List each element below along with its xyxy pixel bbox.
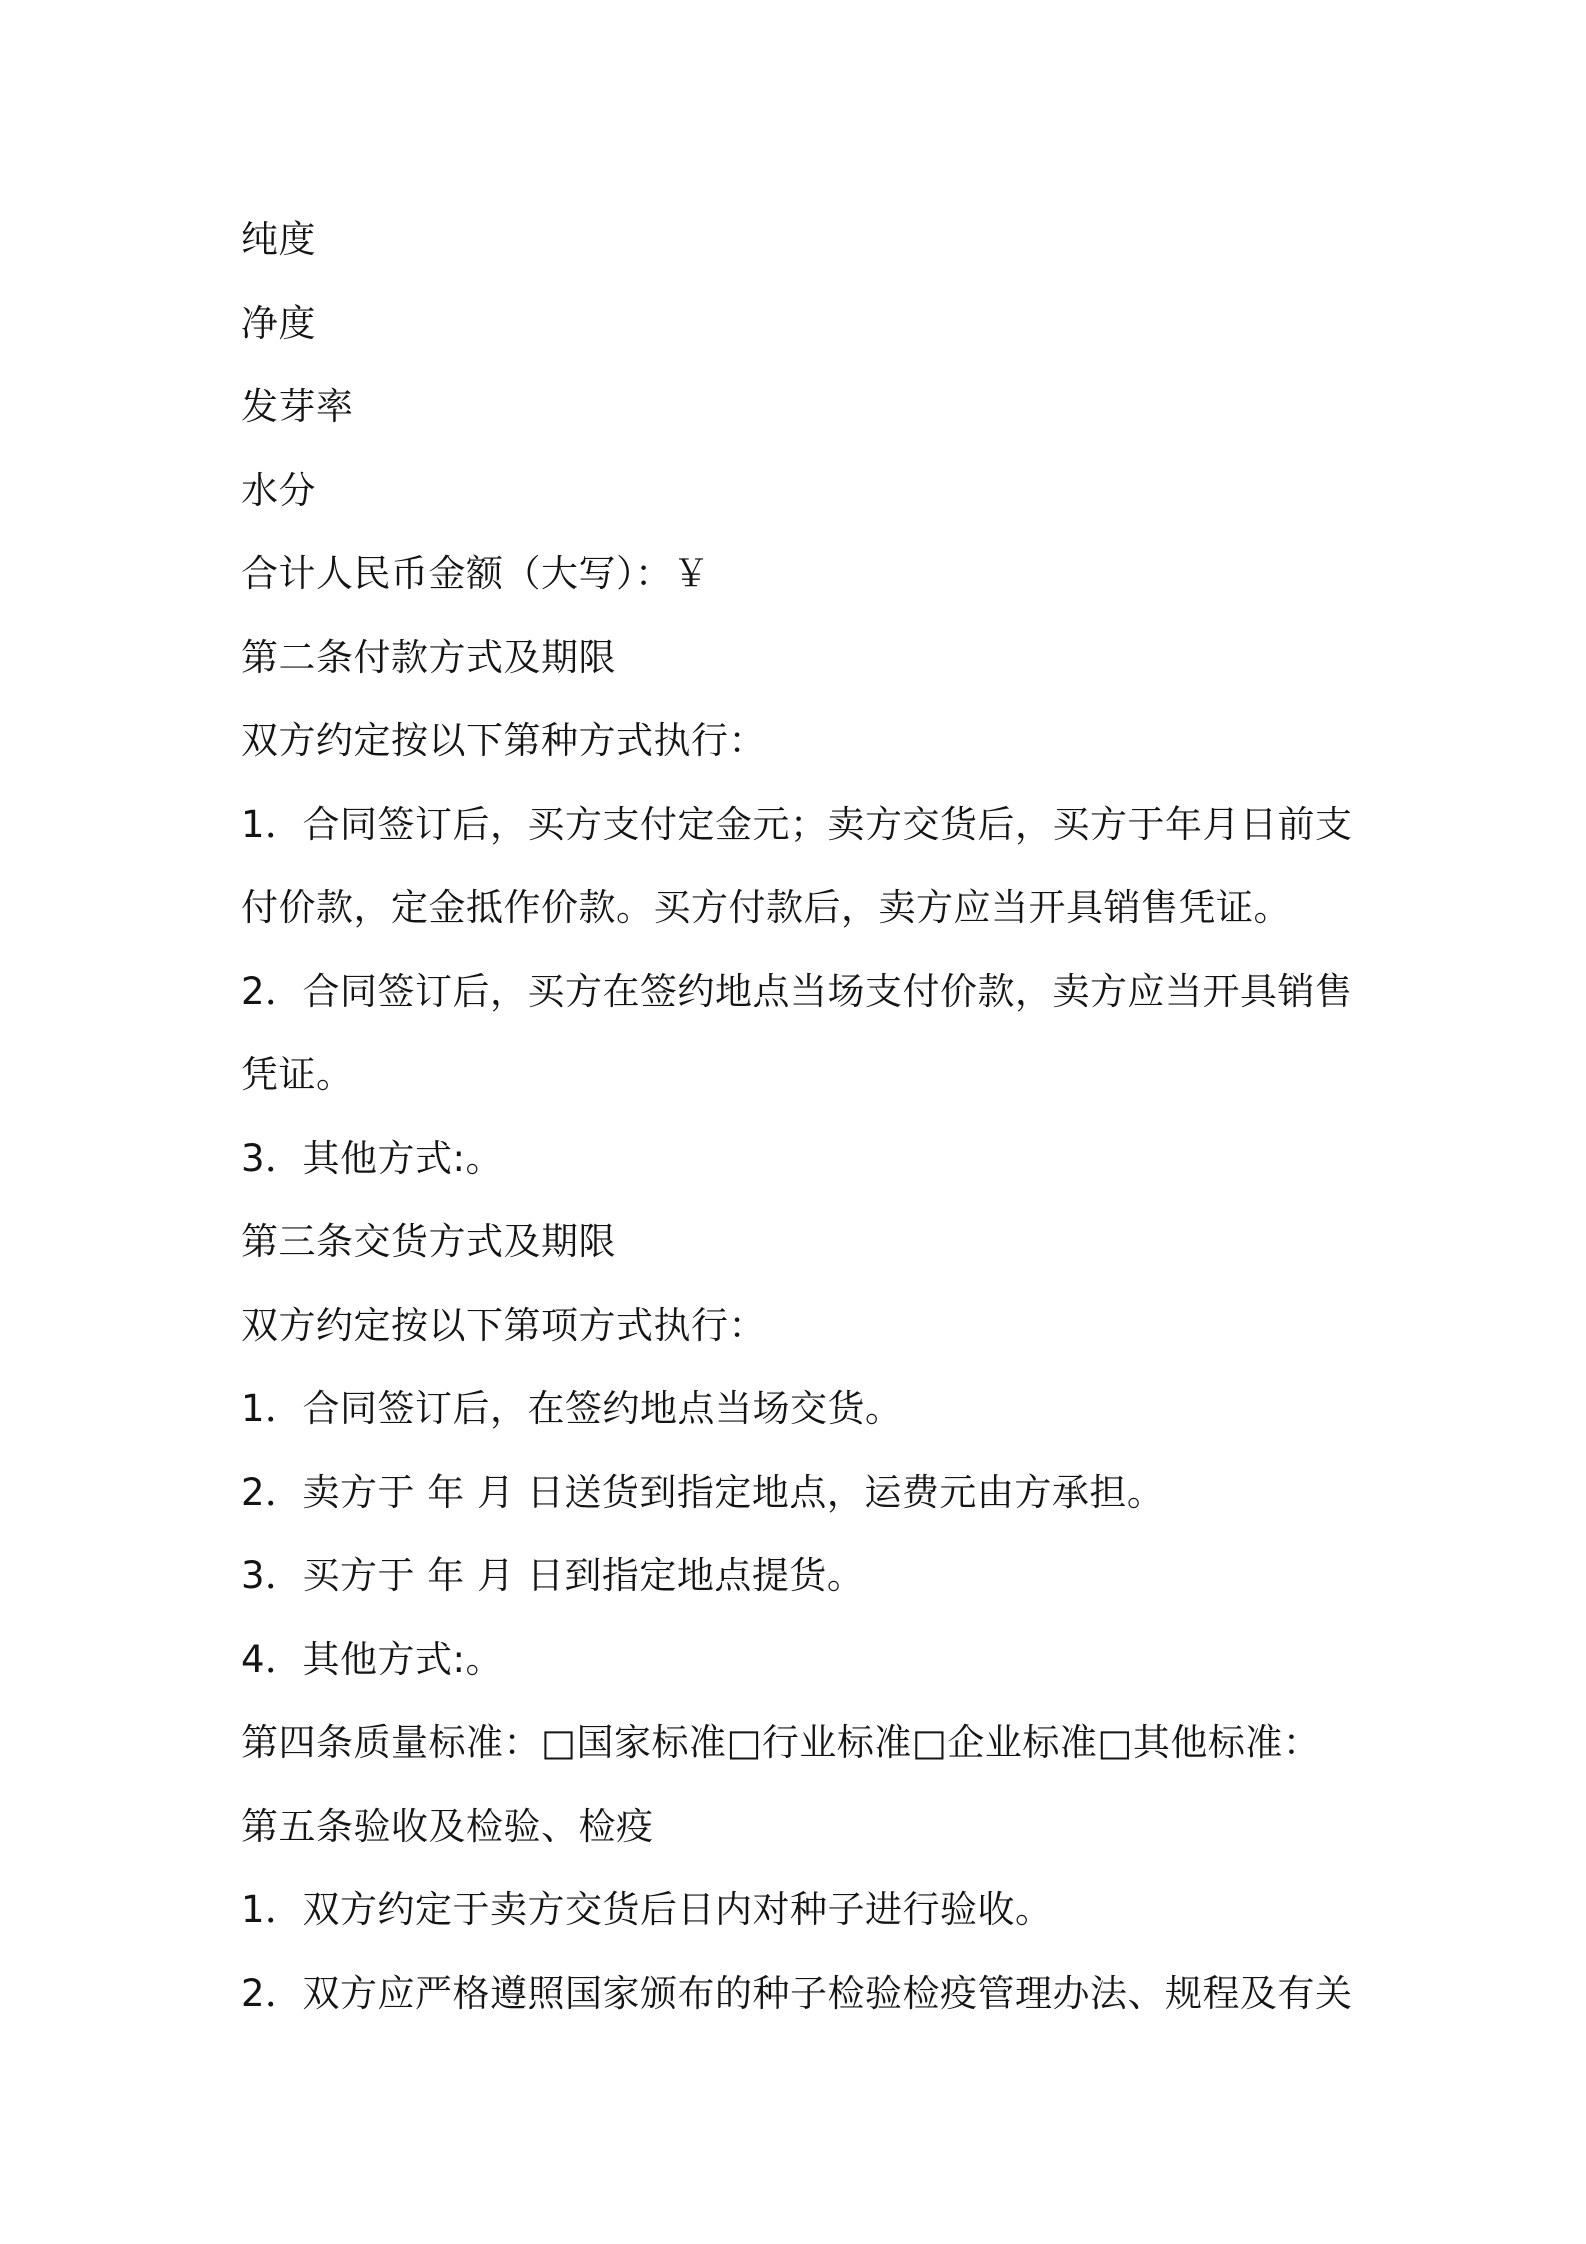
payment-option-2: 2．合同签订后，买方在签约地点当场支付价款，卖方应当开具销售 (241, 969, 1353, 1013)
payment-option-2-continued: 凭证。 (241, 1053, 354, 1096)
payment-option-1: 1．合同签订后，买方支付定金元；卖方交货后，买方于年月日前支 (241, 802, 1353, 846)
text-line-germination-rate: 发芽率 (241, 385, 354, 428)
inspection-item-2: 2．双方应严格遵照国家颁布的种子检验检疫管理办法、规程及有关 (241, 1971, 1353, 2015)
payment-option-1-continued: 付价款，定金抵作价款。买方付款后，卖方应当开具销售凭证。 (241, 886, 1291, 929)
delivery-option-1: 1．合同签订后，在签约地点当场交货。 (241, 1387, 903, 1430)
delivery-option-3: 3．买方于 年 月 日到指定地点提货。 (241, 1554, 865, 1597)
section-heading-article-3: 第三条交货方式及期限 (241, 1220, 616, 1263)
text-line-payment-agreement: 双方约定按以下第种方式执行： (241, 719, 766, 762)
text-line-delivery-agreement: 双方约定按以下第项方式执行： (241, 1303, 766, 1347)
text-line-total-amount: 合计人民币金额（大写）：￥ (241, 552, 710, 595)
text-line-moisture: 水分 (241, 468, 316, 512)
delivery-option-4: 4．其他方式:。 (241, 1637, 504, 1681)
text-line-cleanliness: 净度 (241, 301, 316, 345)
section-heading-article-4: 第四条质量标准：□国家标准□行业标准□企业标准□其他标准： (241, 1721, 1321, 1764)
inspection-item-1: 1．双方约定于卖方交货后日内对种子进行验收。 (241, 1888, 1053, 1931)
delivery-option-2: 2．卖方于 年 月 日送货到指定地点，运费元由方承担。 (241, 1470, 1165, 1514)
text-line-purity: 纯度 (241, 218, 316, 261)
section-heading-article-5: 第五条验收及检验、检疫 (241, 1804, 654, 1848)
section-heading-article-2: 第二条付款方式及期限 (241, 635, 616, 679)
document-body (241, 198, 1361, 2035)
payment-option-3: 3．其他方式:。 (241, 1136, 504, 1180)
